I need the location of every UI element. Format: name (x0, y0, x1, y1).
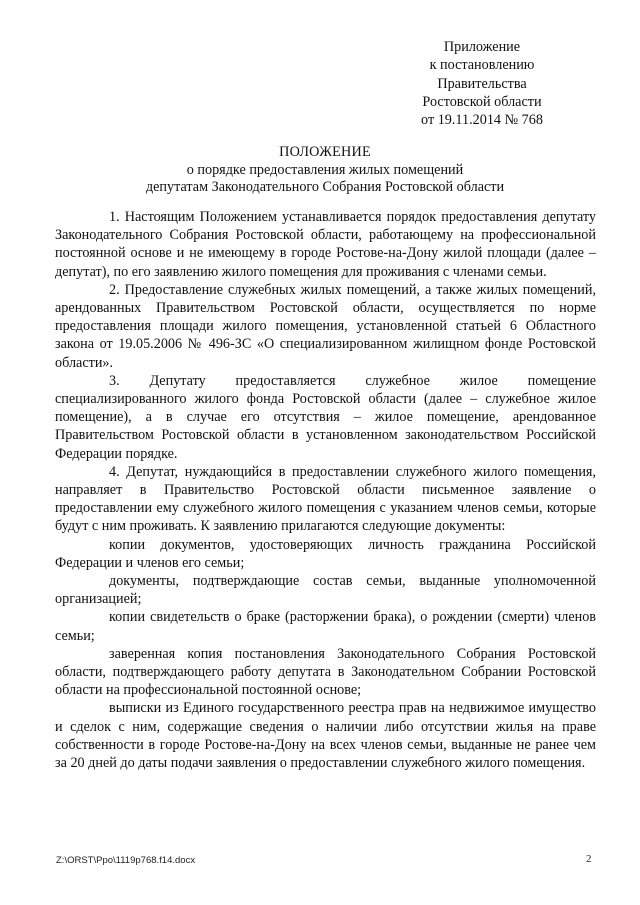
appendix-line: Ростовской области (422, 93, 542, 110)
page-number: 2 (586, 853, 592, 865)
document-list-item: копии свидетельств о браке (расторжении брака), о рождении (смерти) членов семьи; (55, 609, 596, 644)
paragraph-1: 1. Настоящим Положением устанавливается порядок предоставления депутату Законодательного Собрания Ростовской области, работающему на профессиональной постоянной основе и не имеющему в городе Ростове-на-Дону жилой площади (далее – депутат), по его заявлению жилого помещения для проживания с членами семьи. (55, 209, 596, 280)
document-heading (55, 144, 595, 197)
document-list-item: выписки из Единого государственного реестра прав на недвижимое имущество и сделок с ним, содержащие сведения о наличии либо отсутствии жилья на праве собственности в городе Ростове-на-Дону на всех членов семьи, выданные не ранее чем за 20 дней до даты подачи заявления о предоставлении служебного жилого помещения. (55, 700, 596, 772)
footer-file-path: Z:\ORST\Ppo\1119p768.f14.docx (56, 855, 196, 866)
paragraph-3: 3. Депутату предоставляется служебное жилое помещение специализированного жилого фонда Ростовской области (далее – служебное жилое помещение), а в случае его отсутствия – жилое помещение, арендованное Правительством Ростовской области в установленном законодательством Российской Федерации порядке. (55, 372, 596, 462)
appendix-line: к постановлению (429, 57, 535, 74)
document-subtitle-line: депутатам Законодательного Собрания Ростовской области (145, 179, 505, 195)
appendix-line: Правительства (437, 75, 527, 92)
appendix-line: от 19.11.2014 № 768 (421, 112, 543, 129)
document-body (55, 208, 596, 772)
appendix-line: Приложение (443, 39, 521, 55)
document-list-item: копии документов, удостоверяющих личность гражданина Российской Федерации и членов его семьи; (55, 536, 596, 571)
document-title: ПОЛОЖЕНИЕ (279, 144, 371, 160)
appendix-block (382, 38, 582, 129)
document-list-item: заверенная копия постановления Законодательного Собрания Ростовской области, подтверждающего работу депутата в Законодательном Собрании Ростовской области на профессиональной постоянной основе; (55, 645, 596, 699)
document-list-item: документы, подтверждающие состав семьи, выданные уполномоченной организацией; (55, 573, 596, 608)
paragraph-2: 2. Предоставление служебных жилых помещений, а также жилых помещений, арендованных Правительством Ростовской области, осуществляется по норме предоставления площади жилого помещения, установленной статьей 6 Областного закона от 19.05.2006 № 496-ЗС «О специализированном жилищном фонде Ростовской области». (55, 281, 596, 371)
paragraph-4: 4. Депутат, нуждающийся в предоставлении служебного жилого помещения, направляет в Правительство Ростовской области письменное заявление о предоставлении ему служебного жилого помещения с указанием членов семьи, которые будут с ним проживать. К заявлению прилагаются следующие документы: (55, 463, 596, 535)
document-subtitle-line: о порядке предоставления жилых помещений (186, 161, 464, 178)
